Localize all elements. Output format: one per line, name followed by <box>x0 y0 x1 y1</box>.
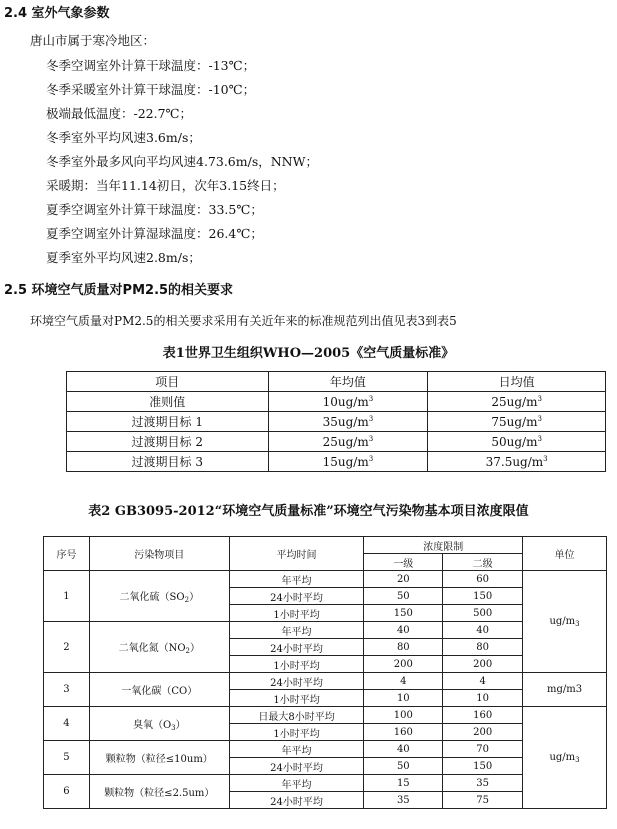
unit-cell: $ug/m_3$ <box>523 707 607 809</box>
grade2-cell: 4 <box>443 673 523 690</box>
section-2-5-heading: 2.5 环境空气质量对PM2.5的相关要求 <box>4 283 234 298</box>
header-pollutant: 污染物项目 <box>89 537 229 571</box>
daily-value: $37.5ug/m^3$ <box>428 452 606 472</box>
section-2-5-paragraph: 环境空气质量对PM2.5的相关要求采用有关近年来的标准规范列出值见表3到表5 <box>30 314 457 328</box>
period-cell: 年平均 <box>229 775 364 792</box>
row-label: 准则值 <box>67 392 269 412</box>
grade1-cell: 200 <box>364 656 443 673</box>
daily-value: $50ug/m^3$ <box>428 432 606 452</box>
table-row <box>44 622 607 639</box>
param-item: 采暖期：当年11.14初日，次年3.15终日； <box>46 178 285 193</box>
header-unit: 单位 <box>523 537 607 571</box>
table-row <box>44 707 607 724</box>
grade2-cell: 160 <box>443 707 523 724</box>
grade2-cell: 70 <box>443 741 523 758</box>
grade2-cell: 200 <box>443 656 523 673</box>
grade2-cell: 60 <box>443 571 523 588</box>
period-cell: 24小时平均 <box>229 588 364 605</box>
grade1-cell: 50 <box>364 758 443 775</box>
seq-cell: 2 <box>44 622 90 673</box>
table-row <box>67 432 606 452</box>
row-label: 过渡期目标 3 <box>67 452 269 472</box>
annual-value: $10ug/m^3$ <box>268 392 428 412</box>
table-header-row <box>67 372 606 392</box>
region-intro: 唐山市属于寒冷地区： <box>30 33 156 48</box>
period-cell: 24小时平均 <box>229 673 364 690</box>
period-cell: 年平均 <box>229 622 364 639</box>
pollutant-cell: 二氧化氮$(NO_2)$ <box>89 622 229 673</box>
seq-cell: 1 <box>44 571 90 622</box>
table-row <box>44 571 607 588</box>
grade2-cell: 80 <box>443 639 523 656</box>
grade2-cell: 10 <box>443 690 523 707</box>
grade2-cell: 40 <box>443 622 523 639</box>
daily-value: $25ug/m^3$ <box>428 392 606 412</box>
period-cell: 24小时平均 <box>229 639 364 656</box>
grade1-cell: 100 <box>364 707 443 724</box>
who-standard-table <box>66 371 606 472</box>
row-label: 过渡期目标 1 <box>67 412 269 432</box>
grade2-cell: 75 <box>443 792 523 809</box>
param-item: 夏季室外平均风速2.8m/s； <box>46 250 201 265</box>
daily-value: $75ug/m^3$ <box>428 412 606 432</box>
header-cell: 日均值 <box>428 372 606 392</box>
unit-cell: mg/m3 <box>523 673 607 707</box>
header-period: 平均时间 <box>229 537 364 571</box>
param-item: 冬季室外平均风速3.6m/s； <box>46 130 201 145</box>
param-item: 夏季空调室外计算干球温度：33.5℃； <box>46 202 263 217</box>
annual-value: $25ug/m^3$ <box>268 432 428 452</box>
table-row <box>44 673 607 690</box>
grade1-cell: 15 <box>364 775 443 792</box>
pollutant-cell: 一氧化碳（CO） <box>89 673 229 707</box>
table-row <box>67 452 606 472</box>
grade1-cell: 160 <box>364 724 443 741</box>
header-cell: 年均值 <box>268 372 428 392</box>
grade1-cell: 20 <box>364 571 443 588</box>
header-grade1: 一级 <box>364 554 443 571</box>
gb3095-limits-table <box>43 536 607 809</box>
grade2-cell: 500 <box>443 605 523 622</box>
period-cell: 1小时平均 <box>229 690 364 707</box>
period-cell: 24小时平均 <box>229 758 364 775</box>
grade1-cell: 50 <box>364 588 443 605</box>
period-cell: 日最大8小时平均 <box>229 707 364 724</box>
pollutant-cell: 臭氧$(O_3)$ <box>89 707 229 741</box>
grade1-cell: 80 <box>364 639 443 656</box>
grade1-cell: 4 <box>364 673 443 690</box>
period-cell: 1小时平均 <box>229 724 364 741</box>
period-cell: 1小时平均 <box>229 605 364 622</box>
param-item: 夏季空调室外计算湿球温度：26.4℃； <box>46 226 263 241</box>
seq-cell: 5 <box>44 741 90 775</box>
header-grade2: 二级 <box>443 554 523 571</box>
unit-cell: $ug/m_3$ <box>523 571 607 673</box>
param-item: 极端最低温度：-22.7℃； <box>46 106 193 121</box>
grade1-cell: 40 <box>364 622 443 639</box>
header-limit: 浓度限制 <box>364 537 523 554</box>
annual-value: $35ug/m^3$ <box>268 412 428 432</box>
param-item: 冬季空调室外计算干球温度：-13℃； <box>46 58 256 73</box>
annual-value: $15ug/m^3$ <box>268 452 428 472</box>
table1-caption: 表1世界卫生组织WHO—2005《空气质量标准》 <box>162 346 455 361</box>
header-seq: 序号 <box>44 537 90 571</box>
grade1-cell: 150 <box>364 605 443 622</box>
row-label: 过渡期目标 2 <box>67 432 269 452</box>
table-row <box>44 741 607 758</box>
seq-cell: 6 <box>44 775 90 809</box>
header-cell: 项目 <box>67 372 269 392</box>
period-cell: 年平均 <box>229 571 364 588</box>
pollutant-cell: 颗粒物（粒径≤10um） <box>89 741 229 775</box>
grade2-cell: 150 <box>443 588 523 605</box>
period-cell: 1小时平均 <box>229 656 364 673</box>
table-row <box>67 412 606 432</box>
grade2-cell: 200 <box>443 724 523 741</box>
pollutant-cell: 二氧化硫$(SO_2)$ <box>89 571 229 622</box>
grade1-cell: 10 <box>364 690 443 707</box>
table-row <box>44 775 607 792</box>
table2-caption: 表2 GB3095-2012“环境空气质量标准”环境空气污染物基本项目浓度限值 <box>88 504 529 519</box>
param-item: 冬季采暖室外计算干球温度：-10℃； <box>46 82 256 97</box>
pollutant-cell: 颗粒物（粒径≤2.5um） <box>89 775 229 809</box>
table-row <box>67 392 606 412</box>
grade2-cell: 35 <box>443 775 523 792</box>
period-cell: 年平均 <box>229 741 364 758</box>
section-2-4-heading: 2.4 室外气象参数 <box>4 6 110 21</box>
seq-cell: 4 <box>44 707 90 741</box>
table-header-row <box>44 537 607 554</box>
grade1-cell: 35 <box>364 792 443 809</box>
grade2-cell: 150 <box>443 758 523 775</box>
grade1-cell: 40 <box>364 741 443 758</box>
period-cell: 24小时平均 <box>229 792 364 809</box>
param-item: 冬季室外最多风向平均风速4.73.6m/s，NNW； <box>46 154 318 169</box>
seq-cell: 3 <box>44 673 90 707</box>
